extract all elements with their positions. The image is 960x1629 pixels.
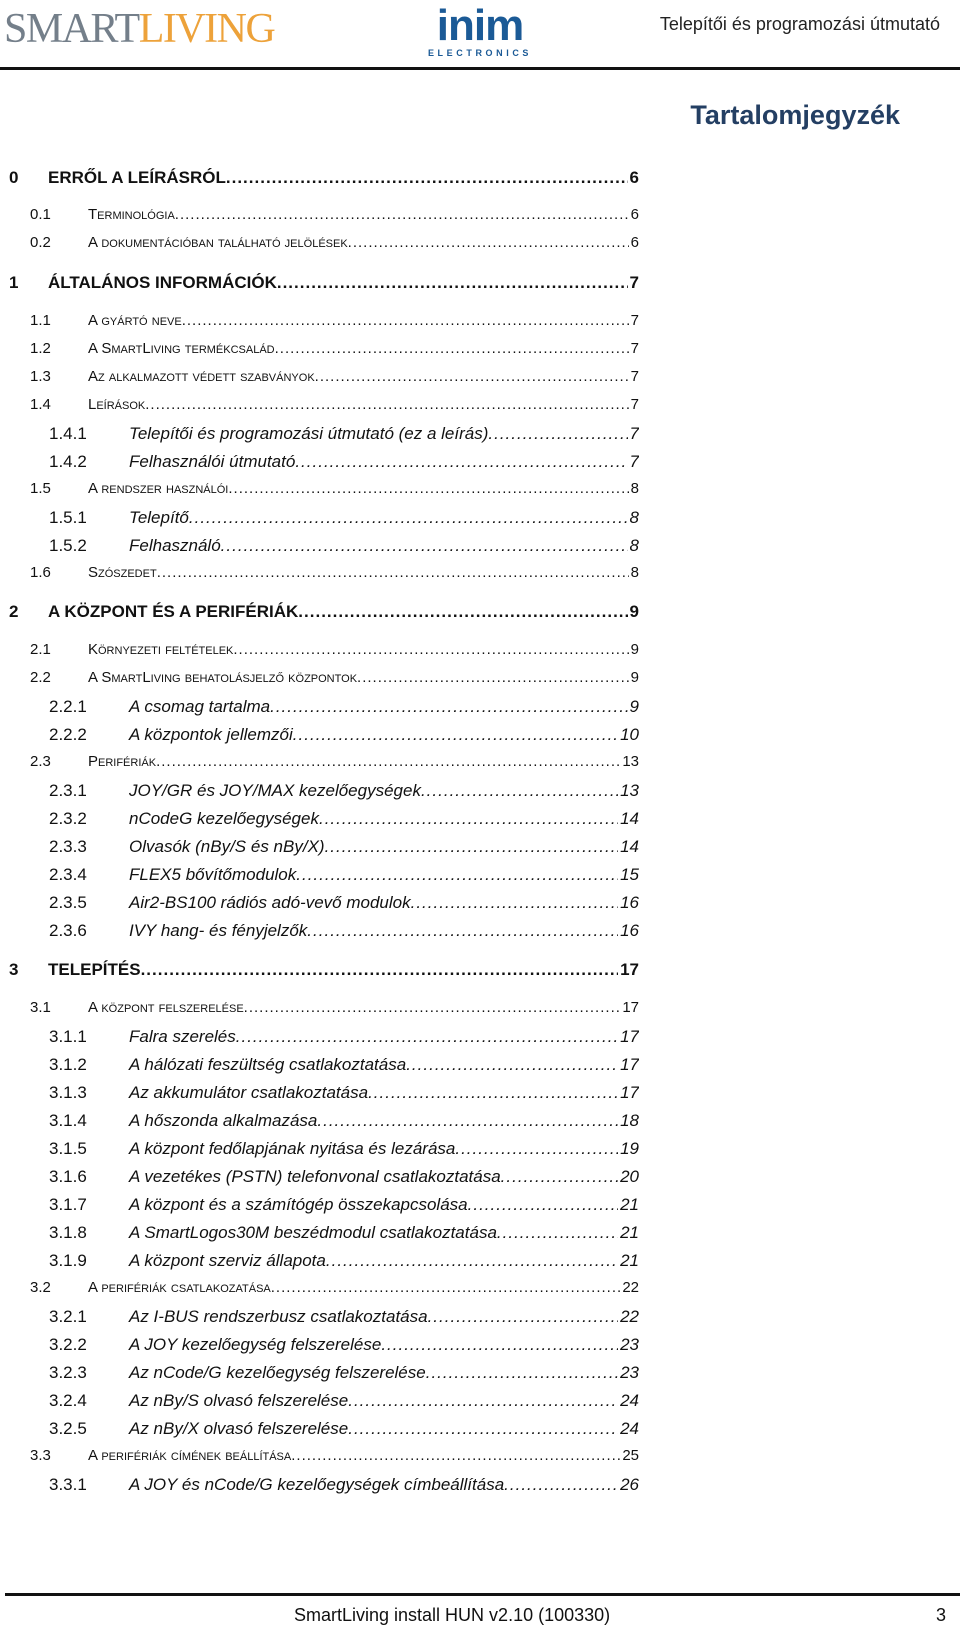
toc-dot-leader (319, 809, 618, 829)
toc-entry-number: 2.2.1 (49, 697, 87, 716)
toc-entry-number: 3.2 (30, 1279, 51, 1296)
footer-divider (5, 1593, 960, 1596)
toc-entry-number: 1.5.2 (49, 536, 87, 555)
toc-entry-number: 3.2.3 (49, 1363, 87, 1382)
toc-entry-3-2-1[interactable] (49, 1307, 639, 1327)
toc-entry-page: 17 (620, 1055, 639, 1074)
toc-title: Tartalomjegyzék (690, 100, 900, 130)
inim-logo-word: inim (436, 1, 524, 50)
toc-dot-leader (226, 168, 628, 188)
smartliving-logo (4, 8, 274, 50)
toc-entry-number: 3.2.2 (49, 1335, 87, 1354)
toc-entry-1-4[interactable] (30, 396, 639, 413)
toc-entry-3-2-2[interactable] (49, 1335, 639, 1355)
toc-entry-0[interactable] (9, 168, 639, 188)
logo-smart-text: SMART (4, 6, 139, 52)
toc-entry-number: 3 (9, 960, 19, 979)
toc-dot-leader (244, 999, 621, 1016)
toc-dot-leader (296, 865, 618, 885)
toc-entry-3-1-6[interactable] (49, 1167, 639, 1187)
toc-entry-3-1-5[interactable] (49, 1139, 639, 1159)
toc-entry-title: Telepítő (129, 508, 189, 527)
toc-entry-1-6[interactable] (30, 564, 639, 581)
toc-entry-2-2-1[interactable] (49, 697, 639, 717)
toc-entry-page: 7 (630, 312, 639, 329)
toc-entry-number: 2.3.1 (49, 781, 87, 800)
toc-entry-page: 6 (630, 234, 639, 251)
toc-dot-leader (504, 1475, 618, 1495)
toc-entry-title: JOY/GR és JOY/MAX kezelőegységek (129, 781, 421, 800)
toc-entry-number: 0.2 (30, 234, 51, 251)
toc-entry-title: Az nBy/X olvasó felszerelése (129, 1419, 349, 1438)
toc-entry-title: A SmartLogos30M beszédmodul csatlakoztatása (129, 1223, 497, 1242)
toc-entry-0-1[interactable] (30, 206, 639, 223)
toc-entry-title: Az I-BUS rendszerbusz csatlakoztatása (129, 1307, 428, 1326)
toc-dot-leader (275, 340, 629, 357)
toc-entry-3-3-1[interactable] (49, 1475, 639, 1495)
toc-dot-leader (291, 1447, 620, 1464)
toc-entry-number: 1.5.1 (49, 508, 87, 527)
toc-entry-number: 3.1.4 (49, 1111, 87, 1130)
toc-entry-number: 1.1 (30, 312, 51, 329)
toc-dot-leader (298, 602, 627, 622)
toc-entry-number: 1 (9, 273, 19, 292)
toc-entry-page: 24 (620, 1391, 639, 1410)
toc-entry-title: Felhasználó (129, 536, 221, 555)
inim-logo-subtitle: ELECTRONICS (427, 48, 533, 58)
toc-entry-title: IVY hang- és fényjelzők (129, 921, 308, 940)
toc-dot-leader (411, 893, 618, 913)
toc-entry-3-1-3[interactable] (49, 1083, 639, 1103)
toc-entry-3-1-2[interactable] (49, 1055, 639, 1075)
toc-dot-leader (325, 837, 619, 857)
toc-entry-number: 1.3 (30, 368, 51, 385)
toc-entry-number: 2.3.4 (49, 865, 87, 884)
toc-entry-page: 8 (629, 508, 639, 527)
toc-entry-2-3-1[interactable] (49, 781, 639, 801)
toc-entry-1-3[interactable] (30, 368, 639, 385)
toc-dot-leader (501, 1167, 618, 1187)
toc-entry-number: 2.2.2 (49, 725, 87, 744)
toc-entry-number: 2.3.6 (49, 921, 87, 940)
toc-entry-title: TELEPÍTÉS (48, 960, 141, 979)
toc-entry-title: Az nCode/G kezelőegység felszerelése (129, 1363, 426, 1382)
toc-entry-title: ÁLTALÁNOS INFORMÁCIÓK (48, 273, 277, 292)
toc-entry-3-2-4[interactable] (49, 1391, 639, 1411)
toc-entry-1-5-1[interactable] (49, 508, 639, 528)
toc-entry-title: A központ fedőlapjának nyitása és lezárása (129, 1139, 456, 1158)
toc-entry-title: Terminológia (88, 206, 175, 223)
toc-entry-title: A rendszer használói (88, 480, 229, 497)
toc-entry-3-1-4[interactable] (49, 1111, 639, 1131)
toc-entry-number: 1.6 (30, 564, 51, 581)
toc-entry-page: 26 (620, 1475, 639, 1494)
toc-entry-title: Felhasználói útmutató (129, 452, 296, 471)
toc-entry-title: Szószedet (88, 564, 157, 581)
toc-entry-page: 19 (620, 1139, 639, 1158)
toc-entry-title: A gyártó neve (88, 312, 182, 329)
toc-entry-2-1[interactable] (30, 641, 639, 658)
toc-dot-leader (277, 273, 628, 293)
toc-entry-1-2[interactable] (30, 340, 639, 357)
toc-entry-title: A perifériák csatlakozatása (88, 1279, 271, 1296)
toc-entry-title: A SmartLiving behatolásjelző központok (88, 669, 358, 686)
header-divider (0, 67, 960, 70)
toc-entry-page: 9 (630, 641, 639, 658)
toc-entry-2-3-6[interactable] (49, 921, 639, 941)
toc-entry-title: A JOY kezelőegység felszerelése (129, 1335, 382, 1354)
toc-entry-page: 7 (630, 396, 639, 413)
toc-dot-leader (348, 1391, 618, 1411)
toc-entry-page: 18 (620, 1111, 639, 1130)
toc-dot-leader (221, 536, 628, 556)
toc-entry-title: A vezetékes (PSTN) telefonvonal csatlakoztatása (129, 1167, 501, 1186)
toc-entry-2-3-5[interactable] (49, 893, 639, 913)
toc-entry-page: 16 (620, 921, 639, 940)
toc-entry-1-5-2[interactable] (49, 536, 639, 556)
toc-entry-number: 1.5 (30, 480, 51, 497)
toc-entry-page: 21 (620, 1223, 639, 1242)
toc-entry-title: Perifériák (88, 753, 157, 770)
toc-entry-number: 2.1 (30, 641, 51, 658)
toc-entry-page: 23 (620, 1363, 639, 1382)
toc-entry-page: 23 (620, 1335, 639, 1354)
toc-entry-3-1[interactable] (30, 999, 639, 1016)
toc-entry-3-2[interactable] (30, 1279, 639, 1296)
toc-entry-page: 17 (620, 1027, 639, 1046)
toc-entry-title: A központok jellemzői (129, 725, 293, 744)
toc-dot-leader (189, 508, 628, 528)
toc-dot-leader (271, 1279, 621, 1296)
toc-entry-page: 21 (620, 1251, 639, 1270)
toc-entry-title: A SmartLiving termékcsalád (88, 340, 275, 357)
toc-dot-leader (270, 697, 627, 717)
toc-entry-title: Olvasók (nBy/S és nBy/X) (129, 837, 325, 856)
toc-entry-title: A központ felszerelése (88, 999, 244, 1016)
toc-entry-1-1[interactable] (30, 312, 639, 329)
toc-entry-3-1-8[interactable] (49, 1223, 639, 1243)
toc-entry-number: 3.1.6 (49, 1167, 87, 1186)
toc-dot-leader (175, 206, 629, 223)
toc-entry-title: A hőszonda alkalmazása (129, 1111, 318, 1130)
toc-entry-page: 22 (622, 1279, 639, 1296)
toc-dot-leader (326, 1251, 618, 1271)
logo-living-text: LIVING (138, 6, 275, 52)
toc-entry-number: 1.4.2 (49, 452, 87, 471)
toc-entry-title: Falra szerelés (129, 1027, 236, 1046)
toc-entry-title: Környezeti feltételek (88, 641, 234, 658)
toc-dot-leader (468, 1195, 618, 1215)
toc-dot-leader (381, 1335, 618, 1355)
toc-entry-3-1-1[interactable] (49, 1027, 639, 1047)
footer-document-id: SmartLiving install HUN v2.10 (100330) (294, 1605, 611, 1625)
toc-entry-page: 7 (629, 424, 639, 443)
toc-entry-0-2[interactable] (30, 234, 639, 251)
toc-entry-2-3-4[interactable] (49, 865, 639, 885)
toc-entry-1-4-2[interactable] (49, 452, 639, 472)
toc-entry-page: 7 (630, 340, 639, 357)
toc-entry-title: Az nBy/S olvasó felszerelése (129, 1391, 349, 1410)
toc-dot-leader (228, 480, 628, 497)
toc-entry-1-4-1[interactable] (49, 424, 639, 444)
toc-dot-leader (236, 1027, 618, 1047)
toc-entry-number: 3.1.9 (49, 1251, 87, 1270)
toc-dot-leader (317, 1111, 618, 1131)
toc-entry-number: 1.4.1 (49, 424, 87, 443)
toc-entry-title: A perifériák címének beállítása (88, 1447, 292, 1464)
toc-entry-number: 1.2 (30, 340, 51, 357)
toc-entry-page: 20 (620, 1167, 639, 1186)
toc-entry-title: A csomag tartalma (129, 697, 271, 716)
toc-entry-title: A központ és a számítógép összekapcsolása (129, 1195, 468, 1214)
toc-entry-page: 7 (630, 368, 639, 385)
toc-entry-page: 7 (629, 452, 639, 471)
toc-dot-leader (307, 921, 618, 941)
toc-entry-page: 21 (620, 1195, 639, 1214)
toc-entry-number: 1.4 (30, 396, 51, 413)
toc-entry-title: FLEX5 bővítőmodulok (129, 865, 297, 884)
header-title: Telepítői és programozási útmutató (659, 14, 940, 34)
toc-dot-leader (233, 641, 628, 658)
toc-entry-2[interactable] (9, 602, 639, 622)
toc-entry-1-5[interactable] (30, 480, 639, 497)
toc-entry-2-3-3[interactable] (49, 837, 639, 857)
toc-entry-3-2-3[interactable] (49, 1363, 639, 1383)
toc-entry-number: 3.3 (30, 1447, 51, 1464)
toc-entry-title: Telepítői és programozási útmutató (ez a leírás) (129, 424, 489, 443)
toc-entry-title: Air2-BS100 rádiós adó-vevő modulok (129, 893, 411, 912)
toc-entry-page: 8 (629, 536, 639, 555)
toc-entry-number: 3.3.1 (49, 1475, 87, 1494)
toc-entry-title: A JOY és nCode/G kezelőegységek címbeállítása (129, 1475, 505, 1494)
toc-entry-page: 25 (622, 1447, 639, 1464)
toc-dot-leader (295, 452, 627, 472)
toc-entry-2-2-2[interactable] (49, 725, 639, 745)
toc-entry-page: 9 (629, 602, 639, 621)
toc-entry-page: 6 (629, 168, 639, 187)
toc-dot-leader (293, 725, 618, 745)
toc-dot-leader (428, 1307, 619, 1327)
toc-dot-leader (348, 1419, 618, 1439)
toc-entry-number: 3.1.5 (49, 1139, 87, 1158)
toc-entry-number: 3.1.8 (49, 1223, 87, 1242)
toc-entry-number: 3.1.3 (49, 1083, 87, 1102)
toc-entry-3-1-7[interactable] (49, 1195, 639, 1215)
toc-dot-leader (455, 1139, 618, 1159)
toc-dot-leader (348, 234, 629, 251)
toc-entry-page: 8 (630, 480, 639, 497)
toc-entry-title: ERRŐL A LEÍRÁSRÓL (48, 168, 226, 187)
toc-entry-2-3-2[interactable] (49, 809, 639, 829)
toc-entry-number: 2 (9, 602, 19, 621)
toc-entry-2-2[interactable] (30, 669, 639, 686)
toc-entry-title: Az alkalmazott védett szabványok (88, 368, 315, 385)
toc-entry-number: 3.1.2 (49, 1055, 87, 1074)
toc-dot-leader (368, 1083, 618, 1103)
toc-entry-3-2-5[interactable] (49, 1419, 639, 1439)
toc-dot-leader (315, 368, 629, 385)
toc-entry-page: 14 (620, 837, 639, 856)
toc-entry-number: 2.3.2 (49, 809, 87, 828)
toc-dot-leader (157, 564, 629, 581)
toc-dot-leader (497, 1223, 618, 1243)
toc-entry-title: A KÖZPONT ÉS A PERIFÉRIÁK (48, 602, 299, 621)
toc-dot-leader (426, 1363, 618, 1383)
toc-entry-3-1-9[interactable] (49, 1251, 639, 1271)
toc-entry-page: 9 (630, 669, 639, 686)
toc-dot-leader (406, 1055, 618, 1075)
toc-entry-number: 2.3.5 (49, 893, 87, 912)
toc-entry-page: 17 (620, 960, 639, 979)
toc-dot-leader (182, 312, 629, 329)
toc-entry-number: 3.2.5 (49, 1419, 87, 1438)
toc-entry-2-3[interactable] (30, 753, 639, 770)
toc-entry-3[interactable] (9, 960, 639, 980)
toc-entry-title: A hálózati feszültség csatlakoztatása (129, 1055, 407, 1074)
footer-page-number: 3 (935, 1605, 946, 1625)
toc-dot-leader (357, 669, 629, 686)
inim-logo (425, 0, 535, 64)
toc-entry-page: 7 (629, 273, 639, 292)
toc-entry-page: 8 (630, 564, 639, 581)
toc-entry-1[interactable] (9, 273, 639, 293)
toc-entry-title: nCodeG kezelőegységek (129, 809, 319, 828)
toc-entry-page: 22 (620, 1307, 639, 1326)
toc-entry-number: 3.1.1 (49, 1027, 87, 1046)
toc-dot-leader (421, 781, 618, 801)
toc-entry-page: 13 (620, 781, 639, 800)
toc-entry-title: Leírások (88, 396, 146, 413)
toc-entry-number: 3.1 (30, 999, 51, 1016)
toc-entry-number: 2.3.3 (49, 837, 87, 856)
toc-entry-page: 10 (620, 725, 639, 744)
toc-entry-page: 17 (622, 999, 639, 1016)
toc-dot-leader (145, 396, 628, 413)
toc-entry-number: 2.3 (30, 753, 51, 770)
toc-entry-page: 9 (629, 697, 639, 716)
toc-entry-page: 15 (620, 865, 639, 884)
toc-dot-leader (488, 424, 627, 444)
toc-entry-page: 14 (620, 809, 639, 828)
toc-entry-title: A központ szerviz állapota (129, 1251, 326, 1270)
toc-entry-number: 3.2.1 (49, 1307, 87, 1326)
toc-entry-title: Az akkumulátor csatlakoztatása (129, 1083, 369, 1102)
toc-entry-page: 16 (620, 893, 639, 912)
toc-entry-title: A dokumentációban található jelölések (88, 234, 348, 251)
toc-dot-leader (141, 960, 619, 980)
page-header (0, 0, 960, 70)
toc-entry-number: 3.1.7 (49, 1195, 87, 1214)
toc-entry-page: 13 (622, 753, 639, 770)
toc-entry-number: 2.2 (30, 669, 51, 686)
toc-entry-number: 3.2.4 (49, 1391, 87, 1410)
toc-entry-page: 6 (630, 206, 639, 223)
toc-entry-number: 0 (9, 168, 19, 187)
toc-entry-3-3[interactable] (30, 1447, 639, 1464)
toc-dot-leader (156, 753, 620, 770)
toc-entry-page: 24 (620, 1419, 639, 1438)
toc-entry-number: 0.1 (30, 206, 51, 223)
toc-entry-page: 17 (620, 1083, 639, 1102)
